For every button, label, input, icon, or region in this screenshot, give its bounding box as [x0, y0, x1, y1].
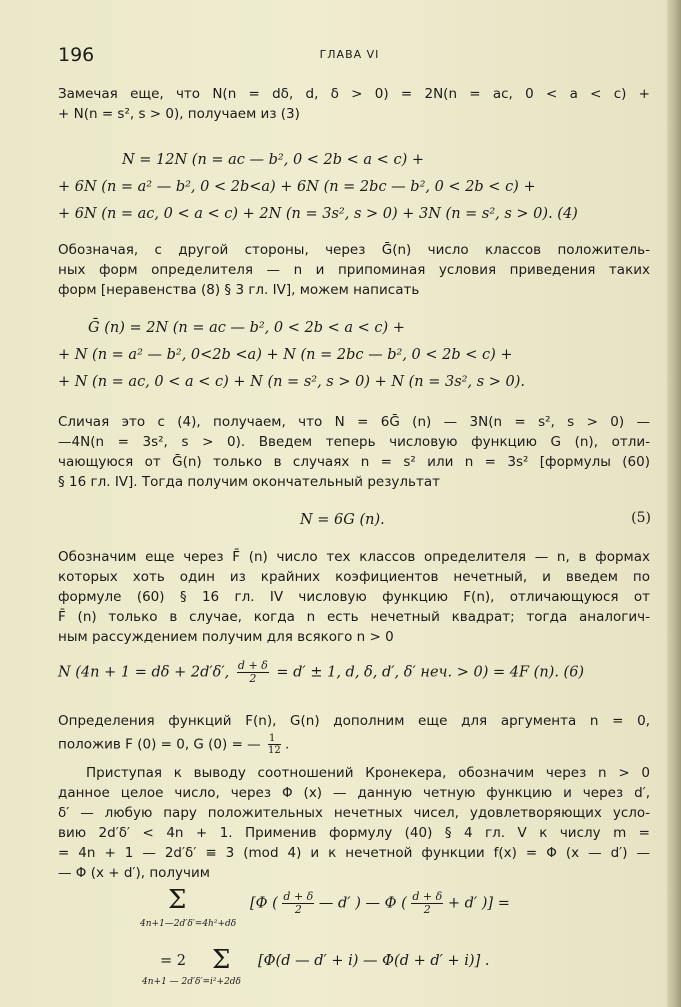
paragraph-3-line-1: Сличая это с (4), получаем, что N = 6Ḡ (n) — 3N(n = s², s > 0) — — [58, 414, 650, 430]
paragraph-2-line-1: Обозначая, с другой стороны, через Ḡ(n) число классов положитель- — [58, 242, 650, 258]
paragraph-3-line-4: § 16 гл. IV]. Тогда получим окончательный результат — [58, 474, 440, 490]
chapter-title: ГЛАВА VI — [319, 48, 380, 61]
paragraph-5-fraction-denominator: 12 — [267, 745, 281, 756]
paragraph-6-line-3: δ′ — любую пару положительных нечетных чисел, удовлетворяющих усло- — [58, 805, 650, 821]
equation-6-left: N (4n + 1 = dδ + 2d′δ′, — [58, 664, 230, 681]
sum-1-fraction-1 — [282, 891, 314, 916]
paragraph-3-line-3: чающуюся от Ḡ(n) только в случаях n = s² или n = 3s² [формулы (60) — [58, 454, 650, 470]
sum-1-fraction-2 — [411, 891, 443, 916]
equation-gbar-line-1: Ḡ (n) = 2N (n = ac — b², 0 < 2b < a < c) + — [88, 320, 405, 336]
paragraph-6-line-4: вию 2d′δ′ < 4n + 1. Применив формулу (40) § 4 гл. V к числу m = — [58, 825, 650, 841]
equation-6-fraction-numerator: d + δ — [237, 659, 268, 672]
paragraph-5-line-2-text: положив F (0) = 0, G (0) = — — [58, 736, 261, 753]
sum-1-body-b: — d′ ) — Φ ( — [318, 895, 407, 912]
page-number: 196 — [58, 44, 95, 66]
sum-2-sigma: Σ — [212, 945, 231, 975]
sum-2-subscript: 4n+1 — 2d′δ′=i²+2dδ — [142, 977, 241, 987]
equation-5: N = 6G (n). — [300, 512, 385, 528]
paragraph-2-line-3: форм [неравенства (8) § 3 гл. IV], можем написать — [58, 282, 420, 298]
equation-6-fraction-denominator: 2 — [249, 672, 257, 685]
paragraph-5-line-2: положив F (0) = 0, G (0) = — $\frac{1}{12}$ . — [58, 733, 290, 756]
sum-1-subscript: 4n+1—2d′δ′=4h²+dδ — [140, 919, 237, 929]
sum-equation-2 — [140, 945, 600, 995]
running-header — [58, 44, 641, 68]
paragraph-4-line-1: Обозначим еще через F̄ (n) число тех классов определителя — n, в формах — [58, 549, 650, 565]
sum-1-body-a: [Φ ( — [250, 895, 278, 912]
paragraph-6-line-6: — Φ (x + d′), получим — [58, 865, 210, 881]
paragraph-1-line-2: + N(n = s², s > 0), получаем из (3) — [58, 106, 300, 122]
equation-4-line-1: N = 12N (n = ac — b², 0 < 2b < a < c) + — [122, 152, 424, 168]
sum-1-fraction-1-denominator: 2 — [294, 903, 302, 916]
paragraph-5-fraction — [268, 733, 281, 756]
equation-5-number: (5) — [631, 510, 651, 526]
sum-1-body — [250, 891, 510, 916]
paragraph-1-line-1: Замечая еще, что N(n = dδ, d, δ > 0) = 2N(n = ac, 0 < a < c) + — [58, 86, 650, 102]
paragraph-2-line-2: ных форм определителя — n и припоминая условия приведения таких — [58, 262, 650, 278]
paragraph-3-line-2: —4N(n = 3s², s > 0). Введем теперь числовую функцию G (n), отли- — [58, 434, 650, 450]
equation-6-fraction — [237, 660, 269, 685]
paragraph-6-line-5: = 4n + 1 — 2d′δ′ ≡ 3 (mod 4) и к нечетной функции f(x) = Φ (x — d′) — — [58, 845, 650, 861]
equation-4-line-2: + 6N (n = a² — b², 0 < 2b<a) + 6N (n = 2bc — b², 0 < 2b < c) + — [58, 179, 536, 195]
equation-gbar-line-2: + N (n = a² — b², 0<2b <a) + N (n = 2bc — b², 0 < 2b < c) + — [58, 347, 513, 363]
paragraph-5-fraction-numerator: 1 — [268, 733, 281, 745]
sum-1-fraction-2-numerator: d + δ — [412, 890, 443, 903]
sum-equation-1 — [140, 885, 600, 945]
equation-6 — [58, 660, 584, 685]
equation-4-line-3: + 6N (n = ac, 0 < a < c) + 2N (n = 3s², s > 0) + 3N (n = s², s > 0). (4) — [58, 206, 578, 222]
page-spine-shadow — [667, 0, 681, 1007]
paragraph-6-line-1: Приступая к выводу соотношений Кронекера, обозначим через n > 0 — [86, 765, 650, 781]
equation-gbar-line-3: + N (n = ac, 0 < a < c) + N (n = s², s > 0) + N (n = 3s², s > 0). — [58, 374, 526, 390]
paragraph-4-line-4: F̄ (n) только в случае, когда n есть нечетный квадрат; тогда аналогич- — [58, 609, 650, 625]
equation-6-right: = d′ ± 1, d, δ, d′, δ′ неч. > 0) = 4F (n). (6) — [276, 664, 585, 681]
paragraph-4-line-3: формуле (60) § 16 гл. IV числовую функцию F(n), отличающуюся от — [58, 589, 650, 605]
sum-1-fraction-2-denominator: 2 — [423, 903, 431, 916]
sum-1-body-c: + d′ )] = — [447, 895, 510, 912]
paragraph-5-line-1: Определения функций F(n), G(n) дополним еще для аргумента n = 0, — [58, 713, 650, 729]
paragraph-6-line-2: данное целое число, через Φ (x) — данную четную функцию и через d′, — [58, 785, 650, 801]
paragraph-4-line-5: ным рассуждением получим для всякого n > 0 — [58, 629, 394, 645]
sum-1-fraction-1-numerator: d + δ — [283, 890, 314, 903]
paragraph-4-line-2: которых хоть один из крайних коэфициентов нечетный, и введем по — [58, 569, 650, 585]
sum-2-body: [Φ(d — d′ + i) — Φ(d + d′ + i)] . — [258, 953, 490, 969]
sum-1-sigma: Σ — [168, 885, 187, 915]
sum-2-prefix: = 2 — [160, 953, 186, 969]
